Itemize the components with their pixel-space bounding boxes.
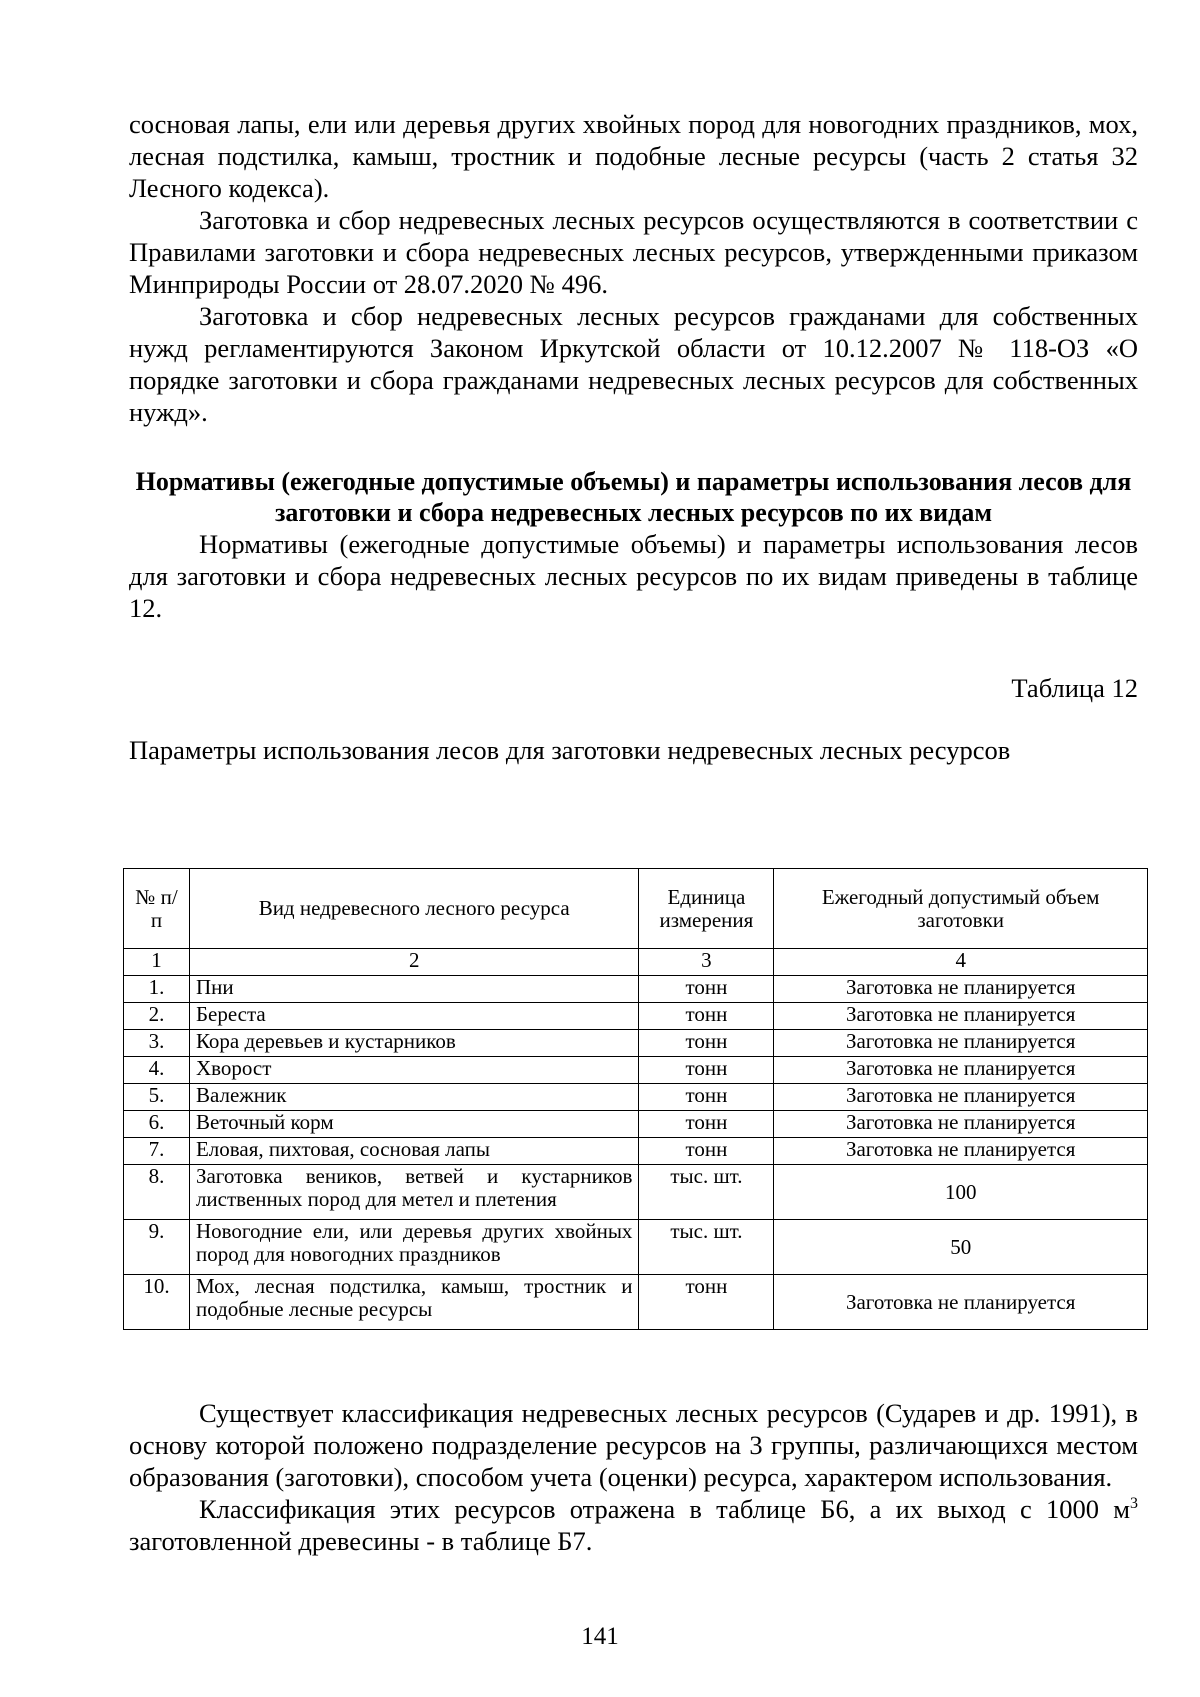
row-num: 7. — [124, 1138, 190, 1165]
row-unit: тонн — [639, 976, 774, 1003]
row-kind: Еловая, пихтовая, сосновая лапы — [189, 1138, 638, 1165]
row-unit: тыс. шт. — [639, 1220, 774, 1275]
row-volume: Заготовка не планируется — [774, 1057, 1148, 1084]
cubic-superscript: 3 — [1130, 1495, 1138, 1513]
resources-table — [123, 868, 1148, 1330]
row-kind: Кора деревьев и кустарников — [189, 1030, 638, 1057]
row-volume: Заготовка не планируется — [774, 1138, 1148, 1165]
row-unit: тонн — [639, 1275, 774, 1330]
row-volume: 100 — [774, 1165, 1148, 1220]
row-kind: Веточный корм — [189, 1111, 638, 1138]
row-volume: Заготовка не планируется — [774, 1084, 1148, 1111]
table-row — [124, 1275, 1148, 1330]
row-volume: Заготовка не планируется — [774, 976, 1148, 1003]
row-volume: Заготовка не планируется — [774, 1275, 1148, 1330]
row-num: 6. — [124, 1111, 190, 1138]
row-unit: тонн — [639, 1138, 774, 1165]
paragraph-intro: Нормативы (ежегодные допустимые объемы) и параметры использования лесов для заготовки и сбора недревесных лесных ресурсов по их видам приведены в таблице 12. — [129, 529, 1138, 623]
paragraph-tables-ref — [129, 1493, 1138, 1557]
table-row — [124, 1057, 1148, 1084]
row-volume: Заготовка не планируется — [774, 1111, 1148, 1138]
page-body-after-table — [129, 1397, 1138, 1557]
table-row — [124, 1138, 1148, 1165]
table-colnum-row — [124, 949, 1148, 976]
table-label: Таблица 12 — [1011, 673, 1138, 703]
tables-ref-tail: заготовленной древесины - в таблице Б7. — [129, 1526, 593, 1556]
row-num: 4. — [124, 1057, 190, 1084]
row-volume: 50 — [774, 1220, 1148, 1275]
tables-ref-text: Классификация этих ресурсов отражена в таблице Б6, а их выход с 1000 м — [199, 1494, 1130, 1524]
row-num: 9. — [124, 1220, 190, 1275]
table-row — [124, 1111, 1148, 1138]
table-caption: Параметры использования лесов для заготовки недревесных лесных ресурсов — [129, 735, 1011, 765]
colnum-cell: 1 — [124, 949, 190, 976]
paragraph-classification: Существует классификация недревесных лесных ресурсов (Сударев и др. 1991), в основу которой положено подразделение ресурсов на 3 группы, различающихся местом образования (заготовки), способом учета (оценки) ресурса, характером использования. — [129, 1398, 1138, 1492]
row-volume: Заготовка не планируется — [774, 1003, 1148, 1030]
row-num: 10. — [124, 1275, 190, 1330]
colnum-cell: 3 — [639, 949, 774, 976]
row-unit: тонн — [639, 1084, 774, 1111]
table-row — [124, 1084, 1148, 1111]
table-row — [124, 1220, 1148, 1275]
paragraph-law: Заготовка и сбор недревесных лесных ресурсов гражданами для собственных нужд регламентируются Законом Иркутской области от 10.12.2007 № 118-ОЗ «О порядке заготовки и сбора гражданами недревесных лесных ресурсов для собственных нужд». — [129, 301, 1138, 427]
table-row — [124, 1165, 1148, 1220]
row-num: 8. — [124, 1165, 190, 1220]
table-row — [124, 1003, 1148, 1030]
row-kind: Заготовка веников, ветвей и кустарников лиственных пород для метел и плетения — [189, 1165, 638, 1220]
row-num: 5. — [124, 1084, 190, 1111]
table-header-row — [124, 869, 1148, 949]
row-unit: тыс. шт. — [639, 1165, 774, 1220]
header-kind: Вид недревесного лесного ресурса — [189, 869, 638, 949]
row-num: 2. — [124, 1003, 190, 1030]
table-row — [124, 1030, 1148, 1057]
row-kind: Мох, лесная подстилка, камыш, тростник и подобные лесные ресурсы — [189, 1275, 638, 1330]
header-unit: Единица измерения — [639, 869, 774, 949]
header-volume: Ежегодный допустимый объем заготовки — [774, 869, 1148, 949]
row-kind: Новогодние ели, или деревья других хвойных пород для новогодних праздников — [189, 1220, 638, 1275]
colnum-cell: 2 — [189, 949, 638, 976]
section-heading: Нормативы (ежегодные допустимые объемы) и параметры использования лесов для заготовки и сбора недревесных лесных ресурсов по их видам — [135, 467, 1132, 527]
row-num: 1. — [124, 976, 190, 1003]
row-unit: тонн — [639, 1057, 774, 1084]
row-unit: тонн — [639, 1003, 774, 1030]
row-kind: Пни — [189, 976, 638, 1003]
page-number: 141 — [581, 1623, 619, 1650]
paragraph-rules: Заготовка и сбор недревесных лесных ресурсов осуществляются в соответствии с Правилами заготовки и сбора недревесных лесных ресурсов, утвержденными приказом Минприроды России от 28.07.2020 № 496. — [129, 205, 1138, 299]
table-row — [124, 976, 1148, 1003]
row-kind: Валежник — [189, 1084, 638, 1111]
row-unit: тонн — [639, 1111, 774, 1138]
row-volume: Заготовка не планируется — [774, 1030, 1148, 1057]
colnum-cell: 4 — [774, 949, 1148, 976]
header-num: № п/п — [124, 869, 190, 949]
row-kind: Хворост — [189, 1057, 638, 1084]
row-kind: Береста — [189, 1003, 638, 1030]
row-num: 3. — [124, 1030, 190, 1057]
paragraph-continuation: сосновая лапы, ели или деревья других хвойных пород для новогодних праздников, мох, лесная подстилка, камыш, тростник и подобные лесные ресурсы (часть 2 статья 32 Лесного кодекса). — [129, 109, 1138, 203]
page-body — [129, 108, 1138, 766]
row-unit: тонн — [639, 1030, 774, 1057]
